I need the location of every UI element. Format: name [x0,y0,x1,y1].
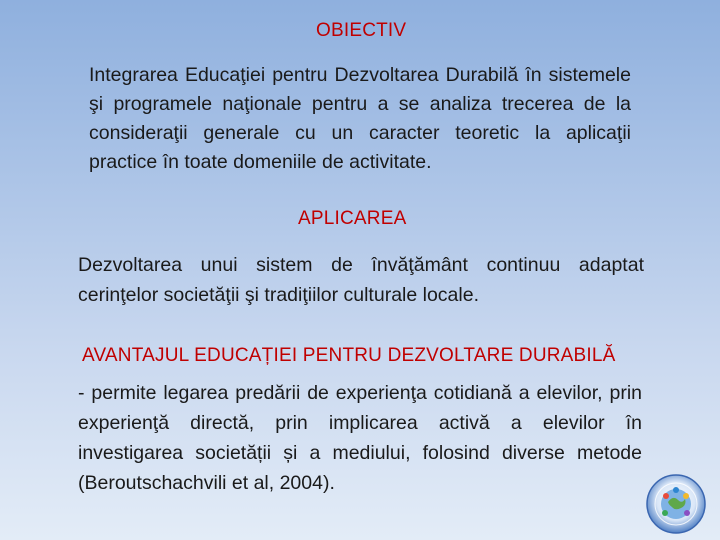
advantage-heading: AVANTAJUL EDUCAȚIEI PENTRU DEZVOLTARE DURABILĂ [82,345,616,366]
advantage-text: - permite legarea predării de experienţa cotidiană a elevilor, prin experienţă directă, prin implicarea activă a elevilor în investigarea societății și a mediului, folosind diverse metode (Beroutschachvili et al, 2004). [78,382,642,494]
objective-text: Integrarea Educaţiei pentru Dezvoltarea Durabilă în sistemele şi programele naţionale pentru a se analiza trecerea de la consideraţii generale cu un caracter teoretic la aplicaţii practice în toate domeniile de activitate. [89,64,631,173]
sustainable-education-logo-icon [646,474,706,534]
application-text: Dezvoltarea unui sistem de învăţământ continuu adaptat cerinţelor societăţii şi tradiţiilor culturale locale. [78,254,644,306]
objective-heading: OBIECTIV [316,20,407,41]
application-heading: APLICAREA [298,208,407,229]
